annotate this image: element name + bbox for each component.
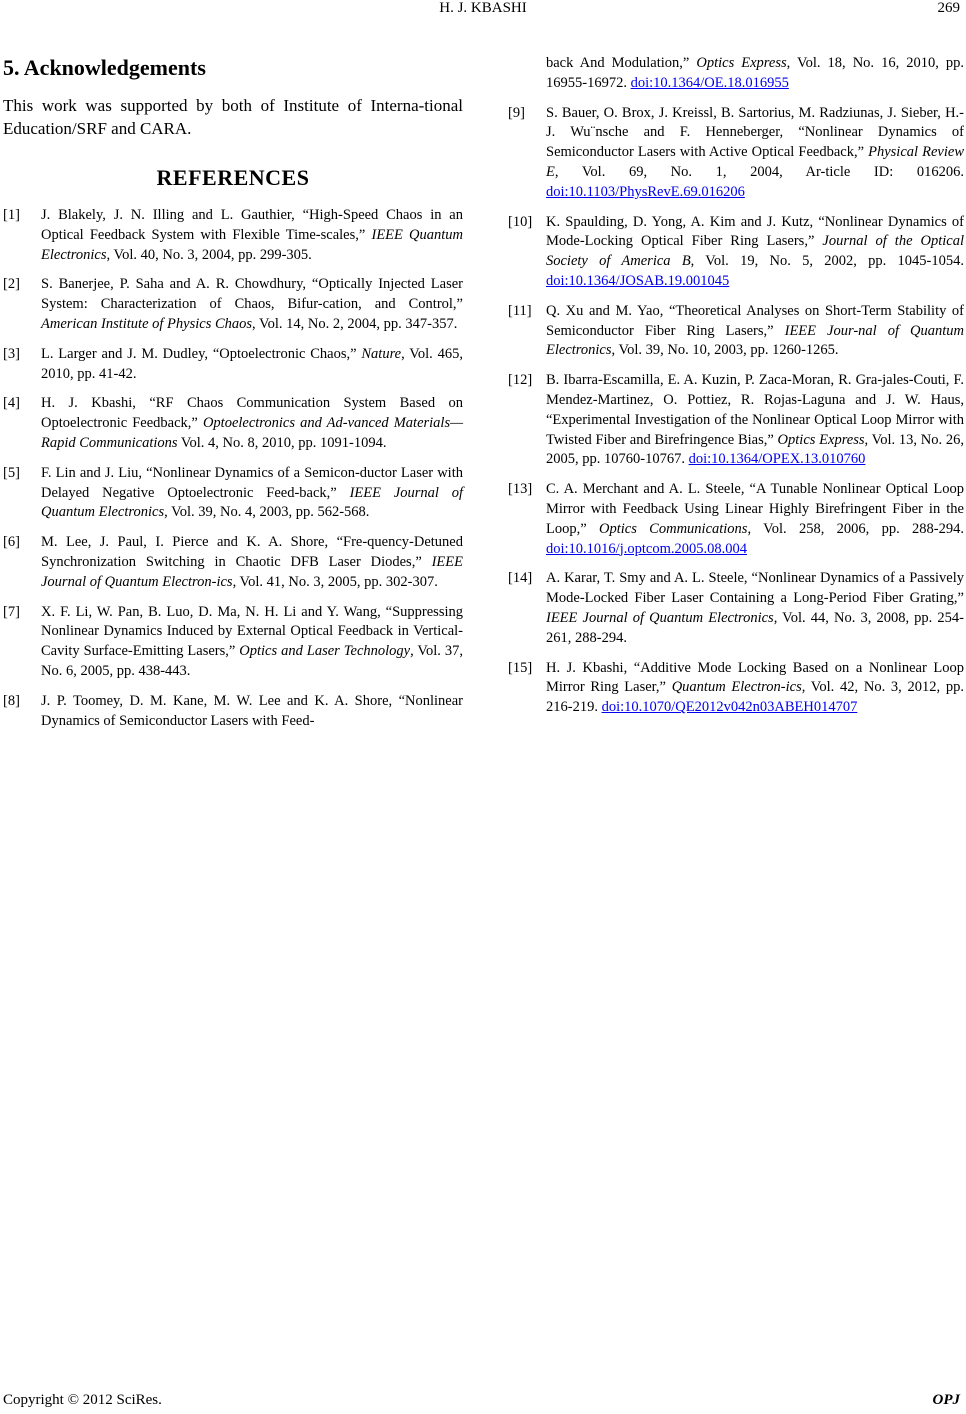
- reference-item: [508, 659, 964, 718]
- reference-journal: American Institute of Physics Chaos: [41, 315, 253, 332]
- reference-text: L. Larger and J. M. Dudley, “Optoelectronic Chaos,”: [41, 345, 362, 362]
- copyright-notice: Copyright © 2012 SciRes.: [3, 1392, 162, 1408]
- reference-item: [3, 603, 463, 682]
- acknowledgements-text: This work was supported by both of Institute of Interna-tional Education/SRF and CARA.: [3, 96, 463, 138]
- reference-text: H. J. Kbashi, “Additive Mode Locking Based on a Nonlinear Loop Mirror Ring Laser,”: [546, 659, 964, 696]
- reference-journal: IEEE Journal of Quantum Electron-ics: [41, 553, 463, 590]
- reference-journal: Nature: [361, 345, 402, 362]
- references-heading: REFERENCES: [156, 165, 310, 190]
- reference-item: [508, 302, 964, 361]
- reference-item: [3, 275, 463, 334]
- reference-number: [15]: [508, 659, 533, 676]
- reference-number: [3]: [3, 345, 20, 362]
- reference-item: [3, 345, 463, 385]
- reference-text: B. Ibarra-Escamilla, E. A. Kuzin, P. Zaca-Moran, R. Gra-jales-Couti, F. Mendez-Martinez, O. Pottiez, R. Rojas-Laguna and J. W. Haus, “Experimental Investigation of the Nonlinear Optical Loop Mirror with Twisted Fiber and Birefringence Bias,”: [546, 372, 964, 448]
- reference-details: , Vol. 13, No. 26, 2005, pp. 10760-10767.: [546, 431, 964, 468]
- reference-journal: Optics Express: [696, 55, 787, 71]
- reference-item: [3, 692, 463, 732]
- doi-link[interactable]: doi:10.1364/OE.18.016955: [630, 74, 789, 91]
- reference-item: [508, 371, 964, 470]
- reference-number: [9]: [508, 104, 525, 121]
- reference-number: [6]: [3, 534, 20, 551]
- page-number: 269: [937, 0, 960, 16]
- reference-item: [3, 394, 463, 453]
- page-footer: [3, 1392, 960, 1412]
- reference-journal: IEEE Journal of Quantum Electronics: [546, 609, 774, 626]
- reference-details: , Vol. 40, No. 3, 2004, pp. 299-305.: [106, 246, 312, 263]
- reference-journal: Optoelectronics and Ad-vanced Materials—Rapid Communications: [41, 415, 463, 451]
- reference-item: [508, 104, 964, 203]
- reference-journal: IEEE Journal of Quantum Electronics: [41, 484, 463, 521]
- reference-text: Q. Xu and M. Yao, “Theoretical Analyses on Short-Term Stability of Semiconductor Fiber Ring Lasers,”: [546, 302, 964, 339]
- acknowledgements-heading: 5. Acknowledgements: [3, 55, 206, 80]
- reference-journal: IEEE Quantum Electronics: [41, 226, 464, 263]
- reference-text: H. J. Kbashi, “RF Chaos Communication System Based on Optoelectronic Feedback,”: [41, 395, 463, 432]
- reference-number: [1]: [3, 207, 20, 223]
- reference-details: , Vol. 69, No. 1, 2004, Ar-ticle ID: 016206.: [554, 163, 964, 180]
- reference-text: S. Bauer, O. Brox, J. Kreissl, B. Sartorius, M. Radziunas, J. Sieber, H.-J. Wu¨nsche and F. Henneberger, “Nonlinear Dynamics of Semiconductor Lasers with Active Optical Feedback,”: [546, 104, 964, 161]
- reference-details: , Vol. 258, 2006, pp. 288-294.: [747, 520, 965, 537]
- reference-item: [3, 206, 463, 265]
- reference-number: [4]: [3, 395, 20, 412]
- running-head: [0, 0, 966, 22]
- reference-journal: Optics Express: [777, 431, 865, 448]
- reference-item: [3, 464, 463, 523]
- reference-details: , Vol. 42, No. 3, 2012, pp. 216-219.: [546, 679, 964, 716]
- reference-number: [7]: [3, 603, 20, 620]
- reference-journal: Optics Communications: [599, 520, 748, 537]
- reference-details: , Vol. 39, No. 4, 2003, pp. 562-568.: [164, 504, 370, 521]
- reference-list-right: [508, 54, 964, 718]
- reference-details: Vol. 4, No. 8, 2010, pp. 1091-1094.: [177, 434, 387, 451]
- reference-details: , Vol. 18, No. 16, 2010, pp. 16955-16972.: [546, 55, 964, 91]
- reference-number: [12]: [508, 372, 533, 389]
- reference-text: J. Blakely, J. N. Illing and L. Gauthier, “High-Speed Chaos in an Optical Feedback System with Flexible Time-scales,”: [41, 207, 463, 243]
- reference-number: [2]: [3, 276, 20, 293]
- reference-journal: Physical Review E: [546, 144, 964, 180]
- reference-details: , Vol. 37, No. 6, 2005, pp. 438-443.: [41, 643, 463, 679]
- doi-link[interactable]: doi:10.1070/QE2012v042n03ABEH014707: [601, 699, 858, 716]
- reference-details: , Vol. 14, No. 2, 2004, pp. 347-357.: [252, 315, 458, 332]
- reference-8-continuation: [508, 54, 964, 94]
- reference-details: , Vol. 44, No. 3, 2008, pp. 254-261, 288-294.: [546, 609, 964, 646]
- reference-number: [10]: [508, 213, 533, 230]
- reference-item: [508, 213, 964, 292]
- reference-journal: IEEE Jour-nal of Quantum Electronics: [546, 322, 965, 359]
- reference-details: , Vol. 41, No. 3, 2005, pp. 302-307.: [232, 573, 438, 590]
- reference-text: back And Modulation,”: [546, 55, 697, 71]
- doi-link[interactable]: doi:10.1103/PhysRevE.69.016206: [546, 183, 745, 200]
- left-column: [3, 54, 463, 741]
- journal-abbrev: OPJ: [932, 1392, 960, 1408]
- reference-journal: Journal of the Optical Society of America B: [546, 233, 964, 270]
- doi-link[interactable]: doi:10.1364/OPEX.13.010760: [688, 451, 866, 468]
- reference-item: [508, 480, 964, 559]
- reference-details: , Vol. 39, No. 10, 2003, pp. 1260-1265.: [611, 342, 839, 359]
- reference-text: M. Lee, J. Paul, I. Pierce and K. A. Shore, “Fre-quency-Detuned Synchronization Switching in Chaotic DFB Laser Diodes,”: [41, 534, 463, 570]
- doi-link[interactable]: doi:10.1364/JOSAB.19.001045: [546, 272, 730, 289]
- reference-number: [8]: [3, 692, 20, 709]
- reference-text: J. P. Toomey, D. M. Kane, M. W. Lee and K. A. Shore, “Nonlinear Dynamics of Semiconductor Lasers with Feed-: [41, 692, 463, 729]
- reference-number: [11]: [508, 302, 532, 319]
- reference-text: K. Spaulding, D. Yong, A. Kim and J. Kutz, “Nonlinear Dynamics of Mode-Locking Optical Fiber Ring Lasers,”: [546, 213, 964, 250]
- reference-item: [3, 533, 463, 592]
- reference-journal: Quantum Electron-ics: [671, 679, 802, 696]
- reference-text: S. Banerjee, P. Saha and A. R. Chowdhury, “Optically Injected Laser System: Characterization of Chaos, Bifur-cation, and Control,”: [41, 276, 463, 313]
- reference-number: [5]: [3, 464, 20, 481]
- reference-number: [14]: [508, 570, 533, 587]
- reference-item: [508, 569, 964, 648]
- reference-text: C. A. Merchant and A. L. Steele, “A Tunable Nonlinear Optical Loop Mirror with Feedback Using Linear Highly Birefringent Fiber in the Loop,”: [546, 481, 964, 537]
- reference-text: F. Lin and J. Liu, “Nonlinear Dynamics of a Semicon-ductor Laser with Delayed Negative Optoelectronic Feed-back,”: [41, 464, 463, 501]
- right-column: [508, 54, 964, 728]
- reference-details: , Vol. 19, No. 5, 2002, pp. 1045-1054.: [690, 253, 964, 270]
- reference-list-left: [3, 206, 463, 731]
- reference-journal: Optics and Laser Technology: [239, 643, 411, 660]
- reference-number: [13]: [508, 481, 533, 498]
- running-head-author: H. J. KBASHI: [439, 0, 527, 16]
- reference-details: , Vol. 465, 2010, pp. 41-42.: [41, 345, 463, 382]
- doi-link[interactable]: doi:10.1016/j.optcom.2005.08.004: [546, 540, 747, 557]
- reference-text: A. Karar, T. Smy and A. L. Steele, “Nonlinear Dynamics of a Passively Mode-Locked Fiber Laser Containing a Long-Period Fiber Grating,”: [546, 570, 964, 607]
- reference-text: X. F. Li, W. Pan, B. Luo, D. Ma, N. H. Li and Y. Wang, “Suppressing Nonlinear Dynamics Induced by External Optical Feedback in Vertical-Cavity Surface-Emitting Lasers,”: [41, 603, 463, 660]
